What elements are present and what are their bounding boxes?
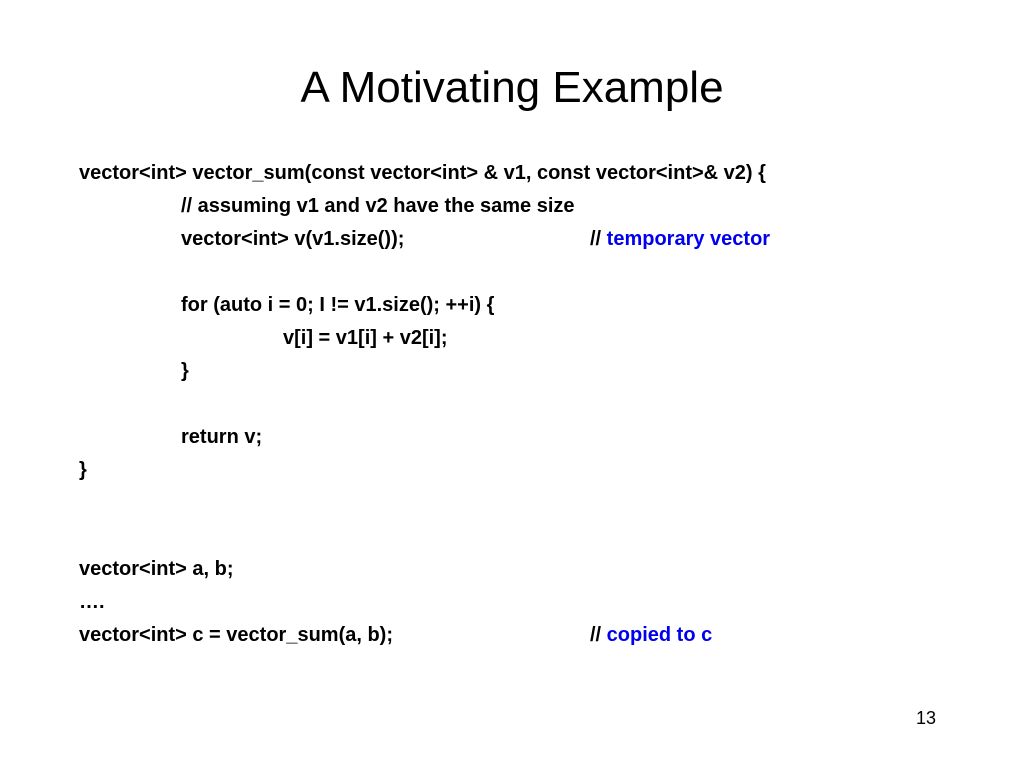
code-line-declare-ab: vector<int> a, b; <box>79 558 234 580</box>
code-line-call-vector-sum: vector<int> c = vector_sum(a, b); <box>79 624 394 646</box>
comment-temporary-vector <box>590 223 770 256</box>
comment-text: copied to c <box>606 624 713 646</box>
code-line-ellipsis: …. <box>79 591 105 613</box>
code-line-function-close: } <box>79 459 87 481</box>
code-line-function-signature: vector<int> vector_sum(const vector<int> & v1, const vector<int>& v2) { <box>79 162 766 184</box>
page-number: 13 <box>915 708 936 728</box>
slide-title: A Motivating Example <box>300 63 724 112</box>
code-line-return: return v; <box>181 426 263 448</box>
code-line-assumption-comment: // assuming v1 and v2 have the same size <box>181 195 575 217</box>
code-line-temp-vector: vector<int> v(v1.size()); <box>181 228 405 250</box>
comment-text: temporary vector <box>606 228 771 250</box>
comment-slashes: // <box>590 228 607 250</box>
comment-copied-to-c <box>590 619 712 652</box>
comment-slashes: // <box>590 624 607 646</box>
code-line-loop-body: v[i] = v1[i] + v2[i]; <box>283 327 448 349</box>
code-line-for-loop: for (auto i = 0; I != v1.size(); ++i) { <box>181 294 495 316</box>
code-line-loop-close: } <box>181 360 189 382</box>
